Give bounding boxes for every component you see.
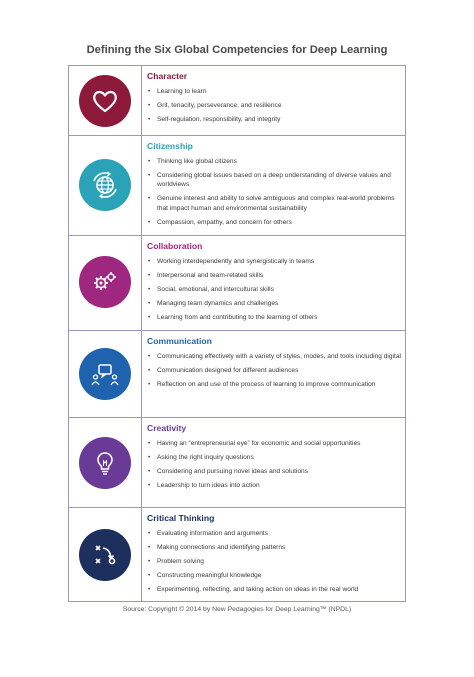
list-item: • Grit, tenacity, perseverance, and resilience <box>147 101 401 110</box>
competency-heading: Creativity <box>147 423 187 433</box>
list-item: • Problem solving <box>147 557 401 566</box>
competency-row-creativity <box>69 417 405 507</box>
list-item: • Evaluating information and arguments <box>147 529 401 538</box>
competency-list <box>147 439 401 490</box>
competency-content <box>147 336 401 394</box>
icon-cell <box>69 418 142 507</box>
list-item: • Thinking like global citizens <box>147 157 401 166</box>
competency-heading: Collaboration <box>147 241 203 251</box>
list-item: • Leadership to turn ideas into action <box>147 481 401 490</box>
list-item: • Communication designed for different audiences <box>147 366 401 375</box>
competency-content <box>147 423 401 495</box>
list-item: • Asking the right inquiry questions <box>147 453 401 462</box>
competency-list <box>147 157 401 227</box>
icon-cell <box>69 236 142 330</box>
competency-row-collaboration <box>69 235 405 330</box>
speech-icon <box>79 348 131 400</box>
list-item: • Compassion, empathy, and concern for others <box>147 218 401 227</box>
list-item: • Self-regulation, responsibility, and integrity <box>147 115 401 124</box>
list-item: • Experimenting, reflecting, and taking action on ideas in the real world <box>147 585 401 594</box>
list-item: • Considering and pursuing novel ideas and solutions <box>147 467 401 476</box>
lightbulb-icon <box>79 437 131 489</box>
list-item: • Making connections and identifying patterns <box>147 543 401 552</box>
competency-content <box>147 141 401 231</box>
competency-row-communication <box>69 330 405 417</box>
list-item: • Reflection on and use of the process of learning to improve communication <box>147 380 401 389</box>
list-item: • Constructing meaningful knowledge <box>147 571 401 580</box>
icon-cell <box>69 136 142 235</box>
competency-content <box>147 71 401 129</box>
competency-content <box>147 513 401 599</box>
list-item: • Genuine interest and ability to solve ambiguous and complex real-world problems that impact human and environmental sustainability <box>147 194 401 213</box>
competency-list <box>147 87 401 124</box>
list-item: • Interpersonal and team-related skills <box>147 271 401 280</box>
competency-heading: Citizenship <box>147 141 193 151</box>
strategy-icon <box>79 529 131 581</box>
competency-heading: Critical Thinking <box>147 513 215 523</box>
competency-row-critical-thinking <box>69 507 405 602</box>
competency-row-citizenship <box>69 135 405 235</box>
list-item: • Considering global issues based on a deep understanding of diverse values and worldviews <box>147 171 401 190</box>
competency-list <box>147 352 401 389</box>
page-title: Defining the Six Global Competencies for Deep Learning <box>86 44 388 56</box>
globe-icon <box>79 159 131 211</box>
source-citation: Source: Copyright © 2014 by New Pedagogies for Deep Learning™ (NPDL) <box>122 606 352 613</box>
list-item: • Having an “entrepreneurial eye” for economic and social opportunities <box>147 439 401 448</box>
competency-content <box>147 241 401 327</box>
list-item: • Learning from and contributing to the learning of others <box>147 313 401 322</box>
competency-heading: Character <box>147 71 188 81</box>
competencies-table <box>68 65 406 602</box>
competency-list <box>147 529 401 594</box>
competency-heading: Communication <box>147 336 212 346</box>
icon-cell <box>69 508 142 602</box>
list-item: • Social, emotional, and intercultural skills <box>147 285 401 294</box>
list-item: • Managing team dynamics and challenges <box>147 299 401 308</box>
list-item: • Communicating effectively with a variety of styles, modes, and tools including digital <box>147 352 401 361</box>
icon-cell <box>69 66 142 135</box>
heart-icon <box>79 75 131 127</box>
gears-icon <box>79 256 131 308</box>
competency-list <box>147 257 401 322</box>
list-item: • Working interdependently and synergistically in teams <box>147 257 401 266</box>
competency-row-character <box>69 66 405 135</box>
icon-cell <box>69 331 142 417</box>
list-item: • Learning to learn <box>147 87 401 96</box>
